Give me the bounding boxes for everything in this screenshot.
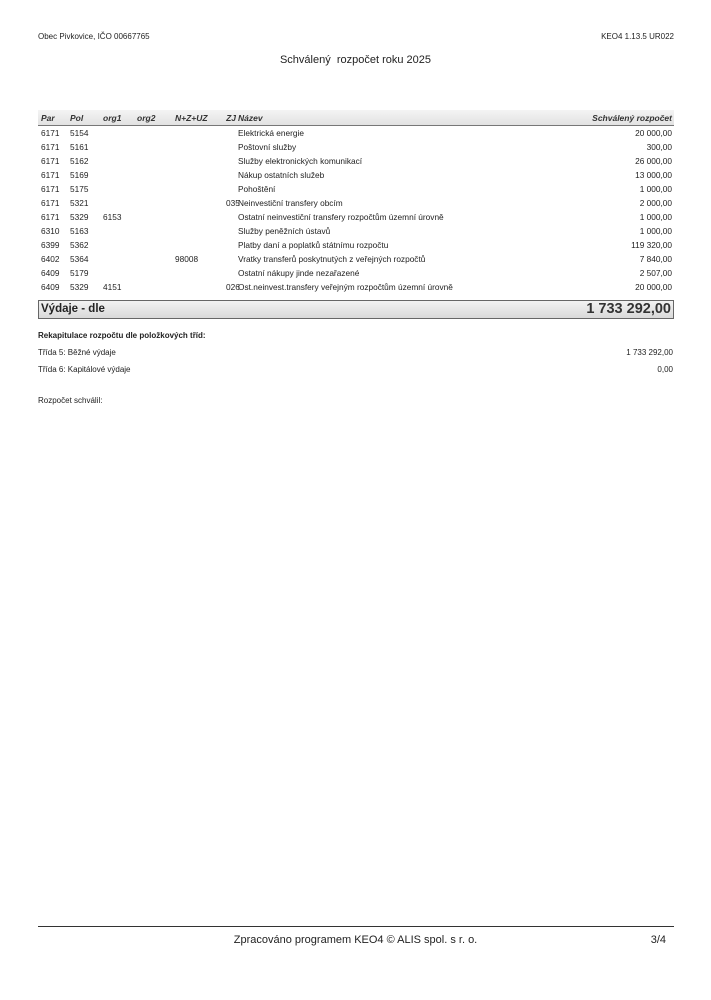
column-org1: org1	[103, 113, 122, 123]
recap-item-value: 0,00	[657, 365, 673, 374]
table-row	[38, 252, 674, 266]
cell-nazev: Platby daní a poplatků státnímu rozpočtu	[238, 240, 389, 250]
cell-nazev: Elektrická energie	[238, 128, 304, 138]
cell-pol: 5329	[70, 212, 89, 222]
cell-par: 6171	[41, 170, 60, 180]
cell-rozpocet: 1 000,00	[639, 226, 672, 236]
page-title: Schválený rozpočet roku 2025	[279, 54, 432, 66]
cell-par: 6399	[41, 240, 60, 250]
recap-title: Rekapitulace rozpočtu dle položkových tříd:	[38, 331, 206, 340]
recap-item-label: Třída 5: Běžné výdaje	[38, 348, 116, 357]
column-par: Par	[41, 113, 55, 123]
table-row	[38, 140, 674, 154]
cell-rozpocet: 7 840,00	[639, 254, 672, 264]
cell-zj: 035	[226, 198, 240, 208]
cell-pol: 5161	[70, 142, 89, 152]
table-row	[38, 280, 674, 294]
recap-item	[38, 365, 673, 377]
cell-par: 6402	[41, 254, 60, 264]
cell-rozpocet: 119 320,00	[631, 240, 672, 250]
column-pol: Pol	[70, 113, 84, 123]
column-zj: ZJ	[226, 113, 236, 123]
cell-par: 6409	[41, 268, 60, 278]
recap-item-label: Třída 6: Kapitálové výdaje	[38, 365, 131, 374]
expenditure-total-bar	[38, 300, 674, 319]
cell-pol: 5321	[70, 198, 89, 208]
cell-pol: 5162	[70, 156, 89, 166]
cell-par: 6310	[41, 226, 60, 236]
cell-nazev: Neinvestiční transfery obcím	[238, 198, 343, 208]
table-row	[38, 238, 674, 252]
table-row	[38, 210, 674, 224]
column-org2: org2	[137, 113, 156, 123]
cell-rozpocet: 300,00	[646, 142, 672, 152]
table-row	[38, 126, 674, 140]
cell-pol: 5179	[70, 268, 89, 278]
cell-org1: 4151	[103, 282, 122, 292]
cell-zj: 026	[226, 282, 240, 292]
expenditure-total-value: 1 733 292,00	[586, 301, 671, 317]
cell-nazev: Ostatní neinvestiční transfery rozpočtům územní úrovně	[238, 212, 444, 222]
cell-nazev: Služby elektronických komunikací	[238, 156, 363, 166]
cell-par: 6171	[41, 198, 60, 208]
cell-rozpocet: 1 000,00	[639, 184, 672, 194]
cell-pol: 5362	[70, 240, 89, 250]
recap-item	[38, 348, 673, 360]
cell-nazev: Ost.neinvest.transfery veřejným rozpočtům územní úrovně	[238, 282, 453, 292]
cell-par: 6171	[41, 128, 60, 138]
cell-pol: 5169	[70, 170, 89, 180]
column-nazev: Název	[238, 113, 263, 123]
cell-par: 6409	[41, 282, 60, 292]
footer-text: Zpracováno programem KEO4 © ALIS spol. s r. o.	[233, 934, 478, 946]
cell-nzuz: 98008	[175, 254, 199, 264]
table-row	[38, 154, 674, 168]
column-nzuz: N+Z+UZ	[175, 113, 208, 123]
cell-rozpocet: 2 507,00	[639, 268, 672, 278]
table-row	[38, 196, 674, 210]
cell-org1: 6153	[103, 212, 122, 222]
cell-rozpocet: 20 000,00	[635, 128, 672, 138]
cell-nazev: Vratky transferů poskytnutých z veřejných rozpočtů	[238, 254, 426, 264]
approved-by-label: Rozpočet schválil:	[38, 396, 103, 405]
table-header	[38, 110, 674, 126]
cell-rozpocet: 2 000,00	[639, 198, 672, 208]
cell-nazev: Nákup ostatních služeb	[238, 170, 325, 180]
cell-rozpocet: 1 000,00	[639, 212, 672, 222]
organization-header: Obec Pivkovice, IČO 00667765	[38, 32, 150, 41]
expenditure-total-label: Výdaje - dle	[41, 303, 105, 315]
cell-pol: 5175	[70, 184, 89, 194]
cell-par: 6171	[41, 142, 60, 152]
cell-par: 6171	[41, 212, 60, 222]
footer-divider	[38, 926, 674, 927]
table-row	[38, 224, 674, 238]
cell-pol: 5329	[70, 282, 89, 292]
column-rozpocet: Schválený rozpočet	[592, 113, 672, 123]
cell-par: 6171	[41, 156, 60, 166]
cell-pol: 5163	[70, 226, 89, 236]
cell-pol: 5364	[70, 254, 89, 264]
table-row	[38, 266, 674, 280]
page-number: 3/4	[650, 934, 666, 946]
cell-nazev: Pohoštění	[238, 184, 276, 194]
cell-nazev: Služby peněžních ústavů	[238, 226, 331, 236]
table-row	[38, 182, 674, 196]
cell-nazev: Ostatní nákupy jinde nezařazené	[238, 268, 360, 278]
cell-pol: 5154	[70, 128, 89, 138]
cell-rozpocet: 26 000,00	[635, 156, 672, 166]
cell-rozpocet: 13 000,00	[635, 170, 672, 180]
cell-nazev: Poštovní služby	[238, 142, 297, 152]
cell-rozpocet: 20 000,00	[635, 282, 672, 292]
recap-item-value: 1 733 292,00	[626, 348, 673, 357]
table-row	[38, 168, 674, 182]
budget-table-body	[38, 126, 674, 294]
program-version: KEO4 1.13.5 UR022	[601, 32, 674, 41]
cell-par: 6171	[41, 184, 60, 194]
